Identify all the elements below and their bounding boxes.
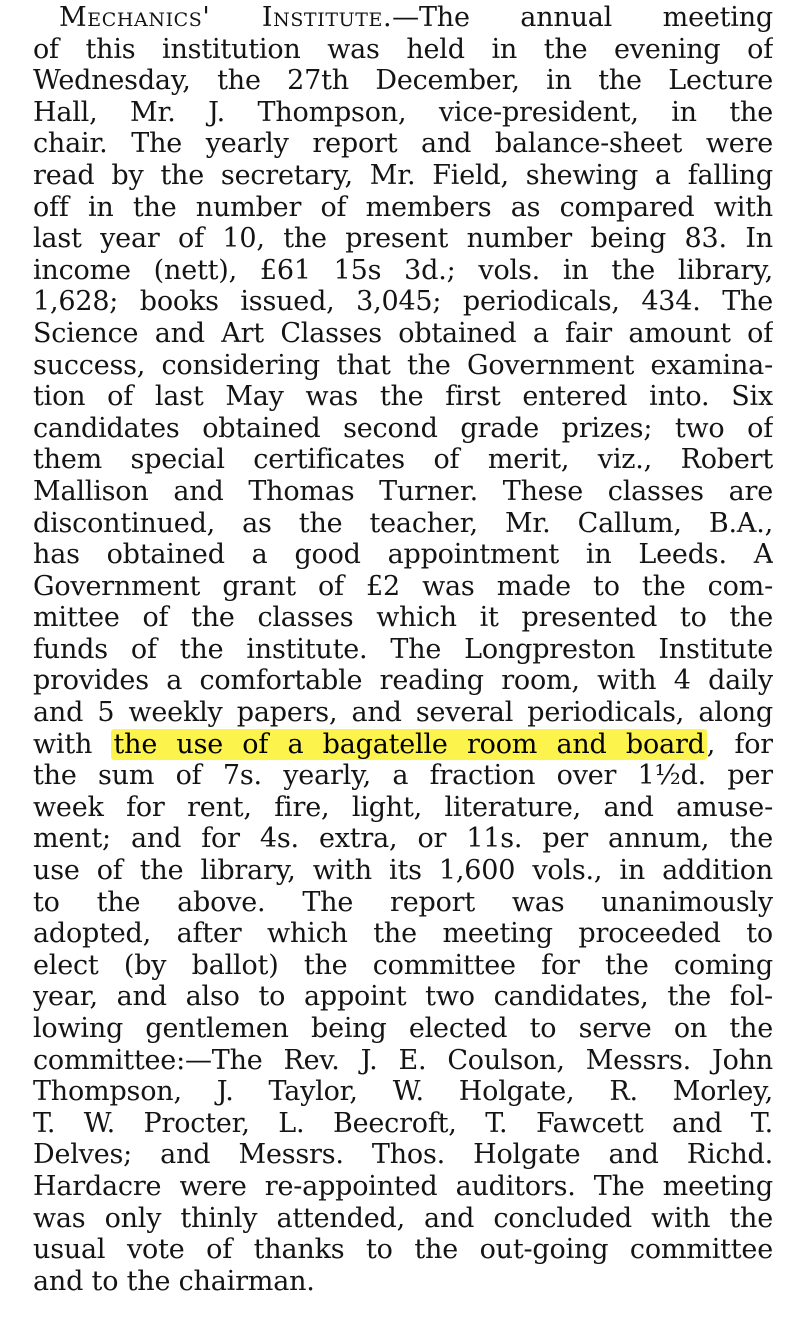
article-line: tion of last May was the first entered into. Six xyxy=(33,381,773,413)
article-line: ment; and for 4s. extra, or 11s. per annum, the xyxy=(33,823,773,855)
article-line: Wednesday, the 27th December, in the Lecture xyxy=(33,65,773,97)
article-line: them special certificates of merit, viz., Robert xyxy=(33,444,773,476)
article-line: and 5 weekly papers, and several periodicals, along xyxy=(33,697,773,729)
article-line: Government grant of £2 was made to the com- xyxy=(33,570,773,602)
article-last-line: and to the chairman. xyxy=(33,1265,315,1297)
article-highlight-line xyxy=(33,729,773,761)
article-line: Science and Art Classes obtained a fair amount of xyxy=(33,317,773,349)
article-line: funds of the institute. The Longpreston Institute xyxy=(33,633,773,665)
article-line: usual vote of thanks to the out-going committee xyxy=(33,1234,773,1266)
article-line: income (nett), £61 15s 3d.; vols. in the library, xyxy=(33,254,773,286)
article-line: Mallison and Thomas Turner. These classes are xyxy=(33,475,773,507)
article-line: lowing gentlemen being elected to serve on the xyxy=(33,1013,773,1044)
article-line: Hardacre were re-appointed auditors. The meeting xyxy=(33,1170,773,1202)
article-line: provides a comfortable reading room, with 4 daily xyxy=(33,665,773,697)
article-body xyxy=(33,2,773,1297)
article-first-line-text: —The annual meeting xyxy=(392,2,773,33)
article-line: the sum of 7s. yearly, a fraction over 1½d. per xyxy=(33,760,773,792)
article-line: was only thinly attended, and concluded with the xyxy=(33,1202,773,1234)
article-heading: Mechanics' Institute. xyxy=(59,2,393,33)
article-line: mittee of the classes which it presented to the xyxy=(33,602,773,634)
article-line: chair. The yearly report and balance-sheet were xyxy=(33,128,773,160)
highlight-line-start: with xyxy=(33,728,93,760)
article-line: use of the library, with its 1,600 vols., in addition xyxy=(33,855,773,887)
article-line: last year of 10, the present number being 83. In xyxy=(33,223,773,255)
article-line: has obtained a good appointment in Leeds. A xyxy=(33,539,773,571)
article-line: adopted, after which the meeting proceeded to xyxy=(33,918,773,950)
article-line: read by the secretary, Mr. Field, shewing a falling xyxy=(33,159,773,191)
article-line: discontinued, as the teacher, Mr. Callum, B.A., xyxy=(33,507,773,539)
article-line: T. W. Procter, L. Beecroft, T. Fawcett and T. xyxy=(33,1107,773,1139)
article-line: 1,628; books issued, 3,045; periodicals, 434. The xyxy=(33,286,773,318)
article-first-line xyxy=(33,2,773,34)
article-line: committee:—The Rev. J. E. Coulson, Messrs. John xyxy=(33,1044,773,1076)
article-line: Thompson, J. Taylor, W. Holgate, R. Morley, xyxy=(33,1076,773,1108)
article-line: off in the number of members as compared with xyxy=(33,191,773,223)
highlight-line-end: , for xyxy=(706,728,773,760)
article-line: week for rent, fire, light, literature, and amuse- xyxy=(33,791,773,823)
article-line: success, considering that the Government examina- xyxy=(33,349,773,381)
article-line: of this institution was held in the evening of xyxy=(33,33,773,65)
article-line: to the above. The report was unanimously xyxy=(33,886,773,918)
article-line: year, and also to appoint two candidates, the fol- xyxy=(33,981,773,1013)
article-line: elect (by ballot) the committee for the coming xyxy=(33,949,773,981)
highlighted-phrase: the use of a bagatelle room and board xyxy=(113,728,705,760)
article-line: Hall, Mr. J. Thompson, vice-president, in the xyxy=(33,96,773,128)
article-line: candidates obtained second grade prizes; two of xyxy=(33,412,773,444)
article-line: Delves; and Messrs. Thos. Holgate and Richd. xyxy=(33,1139,773,1171)
